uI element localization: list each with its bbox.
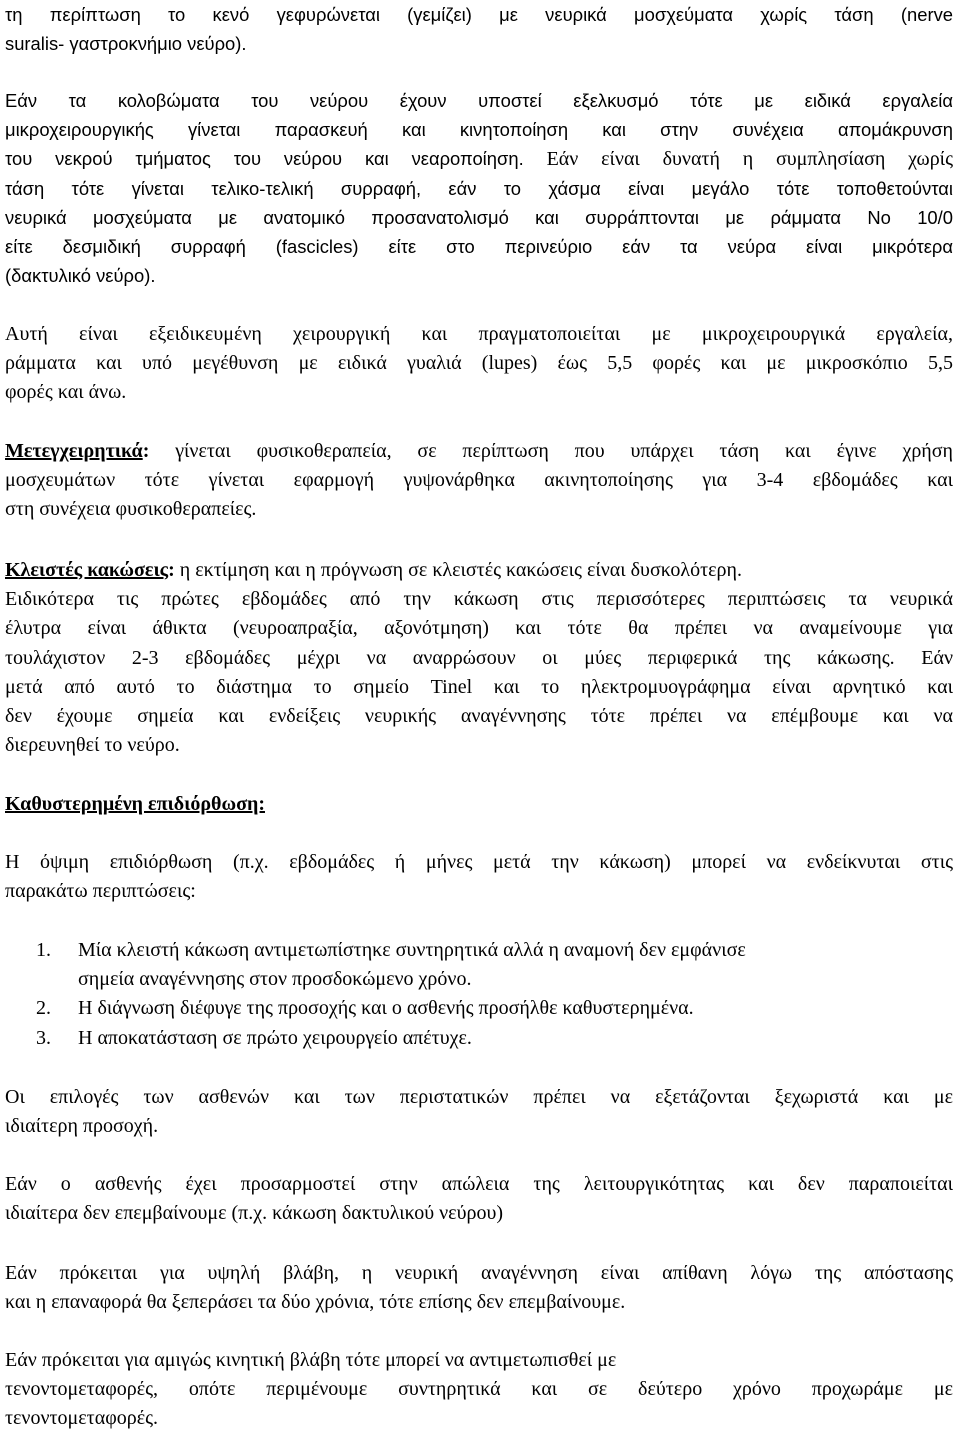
section-heading: Καθυστερημένη επιδιόρθωση: <box>5 793 265 815</box>
text-line: Μία κλειστή κάκωση αντιμετωπίστηκε συντηρητικά αλλά η αναμονή δεν εμφάνισε <box>78 939 746 961</box>
heading-colon: : <box>168 559 175 581</box>
text-line: Εάν ο ασθενής έχει προσαρμοστεί στην απώλεια της λειτουργικότητας και δεν παραποιείται <box>5 1173 953 1195</box>
list-number: 3. <box>36 1026 51 1049</box>
text-line: στη συνέχεια φυσικοθεραπείες. <box>5 498 257 521</box>
text-line: Αυτή είναι εξειδικευμένη χειρουργική και πραγματοποιείται με μικροχειρουργικά εργαλεία, <box>5 323 953 345</box>
text-line: έλυτρα είναι άθικτα (νευροαπραξία, αξονότμηση) και τότε θα πρέπει να αναμείνουμε για <box>5 617 953 640</box>
list-item-text <box>78 936 952 994</box>
text-line-heading <box>5 556 953 585</box>
heading-colon: : <box>142 440 150 462</box>
list-item <box>36 994 952 1023</box>
text-segment: Εάν είναι δυνατή η συμπλησίαση χωρίς <box>546 148 953 171</box>
text-line: ράμματα και υπό μεγέθυνση με ειδικά γυαλιά (lupes) έως 5,5 φορές και με μικροσκόπιο 5,5 <box>5 352 953 375</box>
paragraph-high-lesion <box>5 1259 953 1317</box>
text-line: Η αποκατάσταση σε πρώτο χειρουργείο απέτυχε. <box>78 1026 472 1049</box>
list-item-text <box>78 994 952 1023</box>
text-line: Η όψιμη επιδιόρθωση (π.χ. εβδομάδες ή μήνες μετά την κάκωση) μπορεί να ενδείκνυται στις <box>5 851 953 873</box>
indications-list <box>36 936 952 1053</box>
paragraph-intro <box>5 0 953 58</box>
text-line: μικροχειρουργικής γίνεται παρασκευή και κινητοποίηση και στην συνέχεια απομάκρυνση <box>5 119 953 141</box>
text-line: Η διάγνωση διέφυγε της προσοχής και ο ασθενής προσήλθε καθυστερημένα. <box>78 997 694 1020</box>
paragraph-closed-injuries <box>5 556 953 760</box>
text-line: τουλάχιστον 2-3 εβδομάδες μέχρι να αναρρώσουν οι μύες περιφερικά της κάκωσης. Εάν <box>5 646 953 669</box>
text-line: suralis- γαστροκνήμιο νεύρο). <box>5 33 247 55</box>
text-line: είτε δεσμιδική συρραφή (fascicles) είτε στο περινεύριο εάν τα νεύρα είναι μικρότερα <box>5 235 953 257</box>
text-segment: του νεκρού τμήματος του νεύρου και νεαροποίηση. <box>5 148 524 170</box>
text-line: Ειδικότερα τις πρώτες εβδομάδες από την κάκωση στις περισσότερες περιπτώσεις τα νευρικά <box>5 588 953 611</box>
text-line: δεν έχουμε σημεία και ενδείξεις νευρικής αναγέννησης τότε πρέπει να επέμβουμε και να <box>5 704 953 727</box>
text-line-heading <box>5 437 953 466</box>
text-line: μετά από αυτό το διάστημα το σημείο Tinel και το ηλεκτρομυογράφημα είναι αρνητικό και <box>5 675 953 698</box>
text-line: τενοντομεταφορές. <box>5 1407 159 1430</box>
paragraph-adapted-patient <box>5 1170 953 1228</box>
text-segment: γίνεται φυσικοθεραπεία, σε περίπτωση που υπάρχει τάση και έγινε χρήση <box>149 440 953 462</box>
text-line: τάση τότε γίνεται τελικο-τελική συρραφή, εάν το χάσμα είναι μεγάλο τότε τοποθετούνται <box>5 177 953 199</box>
section-heading: Κλειστές κακώσεις <box>5 559 169 581</box>
text-line: τενοντομεταφορές, οπότε περιμένουμε συντηρητικά και σε δεύτερο χρόνο προχωράμε με <box>5 1378 953 1401</box>
list-number: 2. <box>36 997 51 1020</box>
list-item-text <box>78 1024 952 1053</box>
list-item <box>36 1024 952 1053</box>
text-segment: η εκτίμηση και η πρόγνωση σε κλειστές κακώσεις είναι δυσκολότερη. <box>174 559 742 581</box>
text-line: ιδιαίτερη προσοχή. <box>5 1115 159 1138</box>
paragraph-motor-lesion <box>5 1346 953 1434</box>
text-line-mixed <box>5 144 953 173</box>
text-line: φορές και άνω. <box>5 381 127 404</box>
list-item <box>36 936 952 994</box>
text-line: Εάν πρόκειται για αμιγώς κινητική βλάβη τότε μπορεί να αντιμετωπισθεί με <box>5 1349 617 1371</box>
text-line: τη περίπτωση το κενό γεφυρώνεται (γεμίζει) με νευρικά μοσχεύματα χωρίς τάση (nerve <box>5 4 953 25</box>
text-line: Οι επιλογές των ασθενών και των περιστατικών πρέπει να εξετάζονται ξεχωριστά και με <box>5 1086 953 1108</box>
paragraph-patient-choices <box>5 1083 953 1141</box>
text-line: παρακάτω περιπτώσεις: <box>5 880 196 903</box>
text-line: και η επαναφορά θα ξεπεράσει τα δύο χρόνια, τότε επίσης δεν επεμβαίνουμε. <box>5 1291 626 1314</box>
text-line: ιδιαίτερα δεν επεμβαίνουμε (π.χ. κάκωση δακτυλικού νεύρου) <box>5 1202 504 1225</box>
text-line: Εάν πρόκειται για υψηλή βλάβη, η νευρική αναγέννηση είναι απίθανη λόγω της απόστασης <box>5 1262 953 1284</box>
text-line: (δακτυλικό νεύρο). <box>5 265 156 287</box>
text-line: διερευνηθεί το νεύρο. <box>5 734 180 757</box>
text-line: σημεία αναγέννησης στον προσδοκώμενο χρόνο. <box>78 968 472 991</box>
delayed-repair-heading-block <box>5 790 953 819</box>
text-line: Εάν τα κολοβώματα του νεύρου έχουν υποστεί εξελκυσμό τότε με ειδικά εργαλεία <box>5 90 953 111</box>
text-line: νευρικά μοσχεύματα με ανατομικό προσανατολισμό και συρράπτονται με ράμματα Νο 10/0 <box>5 206 953 228</box>
paragraph-repair <box>5 86 953 290</box>
section-heading: Μετεγχειρητικά <box>5 440 143 462</box>
paragraph-delayed-repair <box>5 848 953 906</box>
paragraph-postoperative <box>5 437 953 525</box>
paragraph-microsurgery <box>5 320 953 408</box>
list-number: 1. <box>36 939 51 961</box>
text-line: μοσχευμάτων τότε γίνεται εφαρμογή γυψονάρθηκα ακινητοποίησης για 3-4 εβδομάδες και <box>5 469 953 492</box>
